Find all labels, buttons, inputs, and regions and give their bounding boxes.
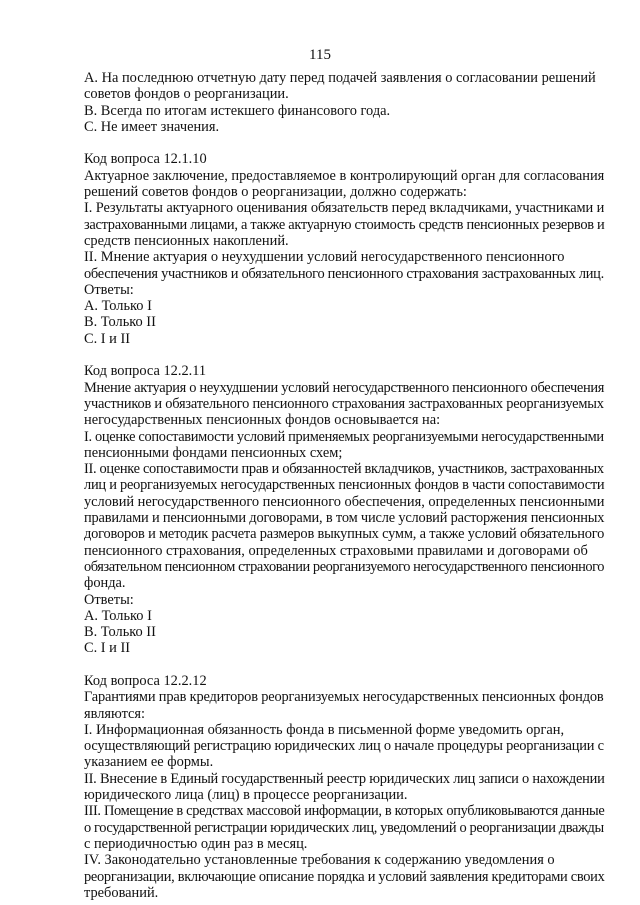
text-line: реорганизации, включающие описание порядка и условий заявления кредиторами своих	[84, 868, 605, 885]
text-line: договоров и методик расчета размеров выкупных сумм, а также условий обязательного	[84, 526, 605, 543]
text-line: Гарантиями прав кредиторов реорганизуемых негосударственных пенсионных фондов	[84, 689, 604, 706]
text-line: Код вопроса 12.1.10	[84, 151, 207, 168]
text-line: B. Только II	[84, 624, 156, 641]
text-line: с периодичностью один раз в месяц.	[84, 835, 308, 852]
text-line: Актуарное заключение, предоставляемое в контролирующий орган для согласования	[84, 167, 605, 184]
text-line: Ответы:	[84, 591, 134, 608]
text-line: обязательном пенсионном страховании реорганизуемого негосударственного пенсионного	[84, 558, 605, 575]
question-12-2-12	[84, 672, 605, 901]
text-line: II. Внесение в Единый государственный реестр юридических лиц записи о нахождении	[84, 770, 605, 787]
text-line: B. Всегда по итогам истекшего финансового года.	[84, 102, 391, 119]
text-line: советов фондов о реорганизации.	[84, 86, 289, 103]
text-line: средств пенсионных накоплений.	[84, 232, 289, 249]
text-line: II. Мнение актуария о неухудшении условий негосударственного пенсионного	[84, 249, 565, 266]
text-line: III. Помещение в средствах массовой информации, в которых опубликовываются данные	[84, 803, 605, 820]
text-line: правилами и пенсионными договорами, в том числе условий расторжения пенсионных	[84, 510, 605, 527]
text-line: C. Не имеет значения.	[84, 118, 220, 135]
text-line: указанием ее формы.	[84, 754, 214, 771]
text-line: пенсионными фондами пенсионных схем;	[84, 444, 343, 461]
page-number: 115	[309, 47, 331, 63]
text-line: обеспечения участников и обязательного пенсионного страхования застрахованных лиц.	[84, 265, 604, 282]
text-line: A. На последнюю отчетную дату перед подачей заявления о согласовании решений	[84, 70, 596, 86]
text-line: осуществляющий регистрацию юридических лиц о начале процедуры реорганизации с	[84, 738, 604, 755]
text-line: негосударственных пенсионных фондов основывается на:	[84, 412, 441, 429]
text-line: условий негосударственного пенсионного обеспечения, определенных пенсионными	[84, 493, 605, 510]
text-line: требований.	[84, 884, 159, 901]
text-line: B. Только II	[84, 314, 156, 331]
text-line: лиц и реорганизуемых негосударственных пенсионных фондов в части сопоставимости	[84, 477, 605, 494]
text-line: A. Только I	[84, 298, 152, 315]
question-12-1-10	[84, 151, 605, 347]
document-body	[84, 70, 605, 901]
text-line: Код вопроса 12.2.12	[84, 672, 207, 689]
text-line: IV. Законодательно установленные требования к содержанию уведомления о	[84, 852, 555, 869]
text-line: C. I и II	[84, 330, 131, 347]
text-line: I. Результаты актуарного оценивания обязательств перед вкладчиками, участниками и	[84, 200, 605, 217]
text-line: о государственной регистрации юридических лиц, уведомлений о реорганизации дважды	[84, 819, 604, 836]
text-line: Мнение актуария о неухудшении условий негосударственного пенсионного обеспечения	[84, 379, 605, 396]
text-line: юридического лица (лиц) в процессе реорганизации.	[84, 787, 408, 804]
answer-options-block	[84, 70, 596, 135]
text-line: I. Информационная обязанность фонда в письменной форме уведомить орган,	[84, 721, 565, 738]
text-line: фонда.	[84, 575, 126, 592]
text-line: I. оценке сопоставимости условий применяемых реорганизуемыми негосударственными	[84, 428, 604, 445]
text-line: C. I и II	[84, 640, 131, 657]
text-line: застрахованными лицами, а также актуарную стоимость средств пенсионных резервов и	[84, 216, 605, 233]
text-line: пенсионного страхования, определенных страховыми правилами и договорами об	[84, 542, 588, 559]
text-line: A. Только I	[84, 607, 152, 624]
text-line: Ответы:	[84, 281, 134, 298]
text-line: Код вопроса 12.2.11	[84, 363, 207, 380]
question-12-2-11	[84, 363, 605, 657]
text-line: II. оценке сопоставимости прав и обязанностей вкладчиков, участников, застрахованных	[84, 461, 604, 478]
text-line: участников и обязательного пенсионного страхования застрахованных реорганизуемых	[84, 395, 604, 412]
text-line: решений советов фондов о реорганизации, должно содержать:	[84, 184, 467, 201]
text-line: являются:	[84, 705, 146, 722]
